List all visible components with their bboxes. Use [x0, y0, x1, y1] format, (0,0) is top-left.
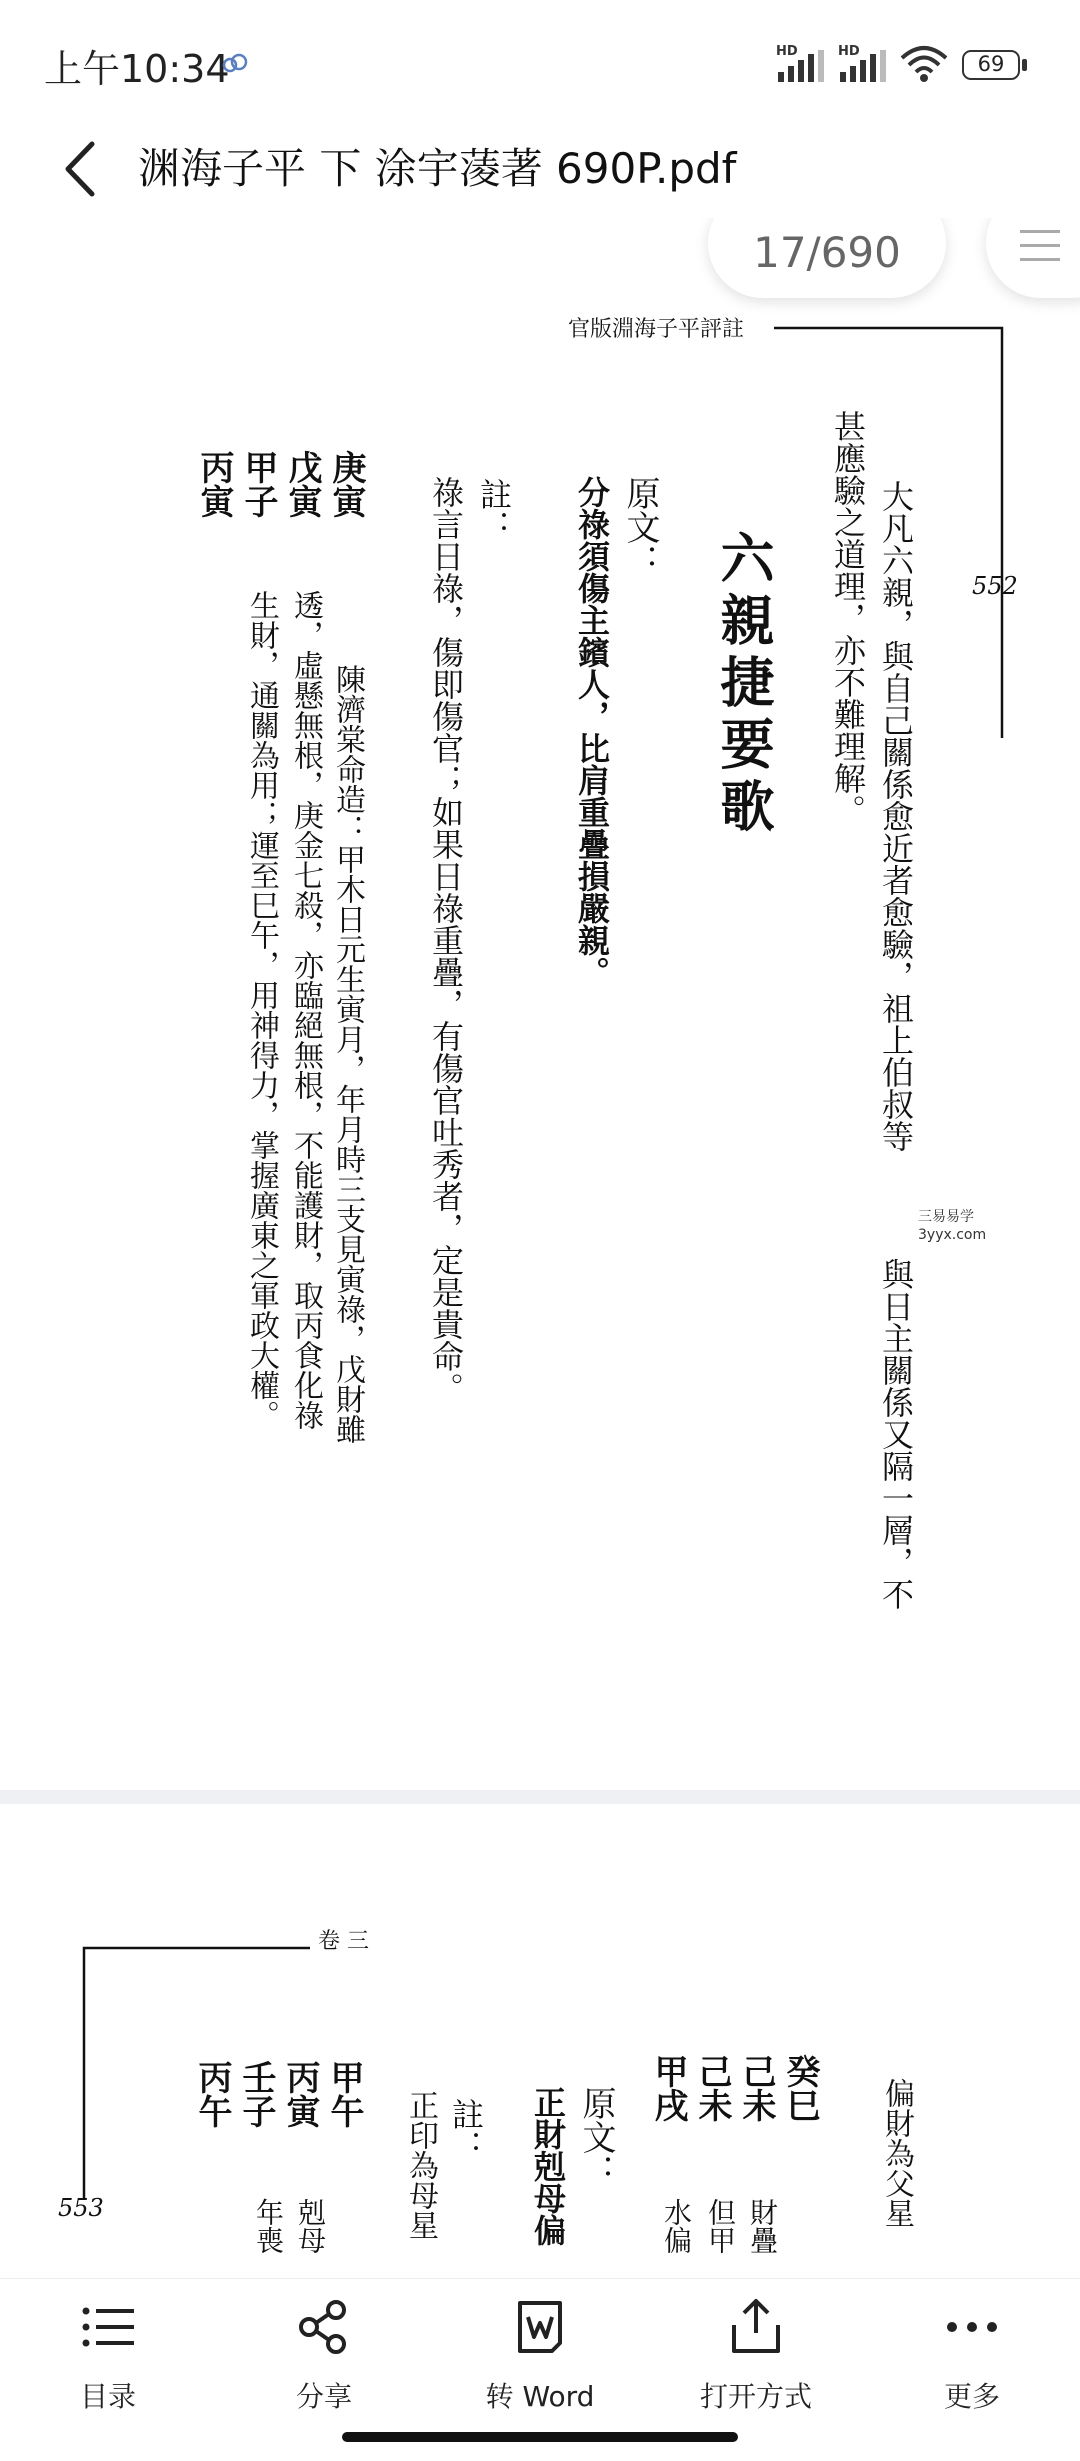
note-text: 祿言日祿，傷即傷官；如果日祿重疊，有傷官吐秀者，定是貴命。: [427, 476, 465, 1404]
watermark: 三易易学 3yyx.com: [918, 1209, 987, 1243]
pillar-2: 戊寅: [282, 450, 322, 518]
title-bar: [0, 118, 1080, 219]
page-number-2: 553: [58, 2194, 104, 2222]
open-with-button[interactable]: [666, 2297, 846, 2417]
convert-word-label: 转 Word: [485, 2380, 595, 2413]
convert-word-button[interactable]: [450, 2297, 630, 2417]
note-label-2: 註：: [447, 2098, 485, 2162]
case-text-line-2: 透，虛懸無根，庚金七殺，亦臨絕無根，不能護財，取丙食化祿: [288, 590, 323, 1430]
note-text-2: 正印為母星: [403, 2090, 438, 2240]
cloud-sync-icon: [222, 52, 248, 74]
original-text-2: 正財剋母偏: [529, 2086, 567, 2246]
home-indicator[interactable]: [342, 2432, 738, 2442]
section-title: 六親捷要歌: [712, 530, 776, 840]
share-icon: [294, 2297, 354, 2357]
pillar-1: 庚寅: [326, 450, 366, 518]
more-button[interactable]: [882, 2297, 1062, 2417]
pdf-viewer[interactable]: [0, 218, 1080, 2278]
pillar-b-2: 丙寅: [280, 2060, 320, 2128]
document-title: 渊海子平 下 涂宇蓤著 690P.pdf: [138, 144, 737, 193]
text-column: 偏財為父星: [879, 2078, 914, 2228]
text-fragment-2: 但甲: [704, 2198, 737, 2254]
text-fragment-1: 財疊: [746, 2198, 779, 2254]
pillar-a-4: 甲戌: [648, 2054, 688, 2122]
page-number: 552: [972, 572, 1018, 600]
running-header-2: 卷 三: [318, 1929, 369, 1954]
page-separator: [0, 1790, 1080, 1804]
signal-strength-icon-2: HD: [838, 44, 890, 84]
word-convert-icon: [510, 2297, 570, 2357]
original-text: 分祿須傷主鑌人，比肩重疊損嚴親。: [573, 476, 611, 988]
case-text-line-1: 陳濟棠命造：甲木日元生寅月，年月時三支見寅祿，戊財雖: [330, 664, 365, 1444]
page-indicator[interactable]: 17/690: [708, 218, 946, 298]
pillar-3: 甲子: [238, 450, 278, 518]
original-label: 原文：: [620, 476, 660, 578]
back-arrow-icon[interactable]: [56, 134, 106, 204]
pillar-b-1: 甲午: [324, 2060, 364, 2128]
wifi-icon: [898, 44, 950, 84]
pillar-b-3: 壬子: [236, 2060, 276, 2128]
pillar-a-3: 己未: [692, 2054, 732, 2122]
menu-icon: [1020, 228, 1060, 264]
text-fragment-4: 剋母: [294, 2198, 327, 2254]
intro-text-line-1: 大凡六親，與自己關係愈近者愈驗，祖上伯叔等: [877, 480, 915, 1152]
open-with-icon: [726, 2297, 786, 2357]
page-menu-button[interactable]: [986, 218, 1080, 298]
intro-text-line-2: 甚應驗之道理，亦不難理解。: [829, 410, 867, 826]
pillar-a-1: 癸巳: [780, 2054, 820, 2122]
running-header: 官版淵海子平評註: [568, 317, 745, 342]
status-time: 上午10:34: [44, 47, 230, 91]
share-label: 分享: [295, 2380, 352, 2413]
toc-label: 目录: [79, 2380, 136, 2413]
battery-icon: 69: [962, 50, 1030, 82]
text-fragment-5: 年喪: [252, 2198, 285, 2254]
status-bar: [0, 0, 1080, 118]
original-label-2: 原文：: [576, 2086, 616, 2188]
intro-text-line-1b: 與日主關係又隔一層，不: [877, 1258, 915, 1610]
pillar-a-2: 己未: [736, 2054, 776, 2122]
more-label: 更多: [943, 2380, 1000, 2413]
text-fragment-3: 水偏: [660, 2198, 693, 2254]
signal-strength-icon: HD: [776, 44, 828, 84]
case-text-line-3: 生財，通關為用；運至巳午，用神得力，掌握廣東之軍政大權。: [244, 590, 279, 1430]
pillar-4: 丙寅: [194, 450, 234, 518]
open-with-label: 打开方式: [699, 2380, 812, 2413]
toc-button[interactable]: [18, 2297, 198, 2417]
more-dots-icon: [942, 2297, 1002, 2357]
list-icon: [78, 2297, 138, 2357]
pillar-b-4: 丙午: [192, 2060, 232, 2128]
note-label: 註：: [475, 478, 513, 542]
share-button[interactable]: [234, 2297, 414, 2417]
